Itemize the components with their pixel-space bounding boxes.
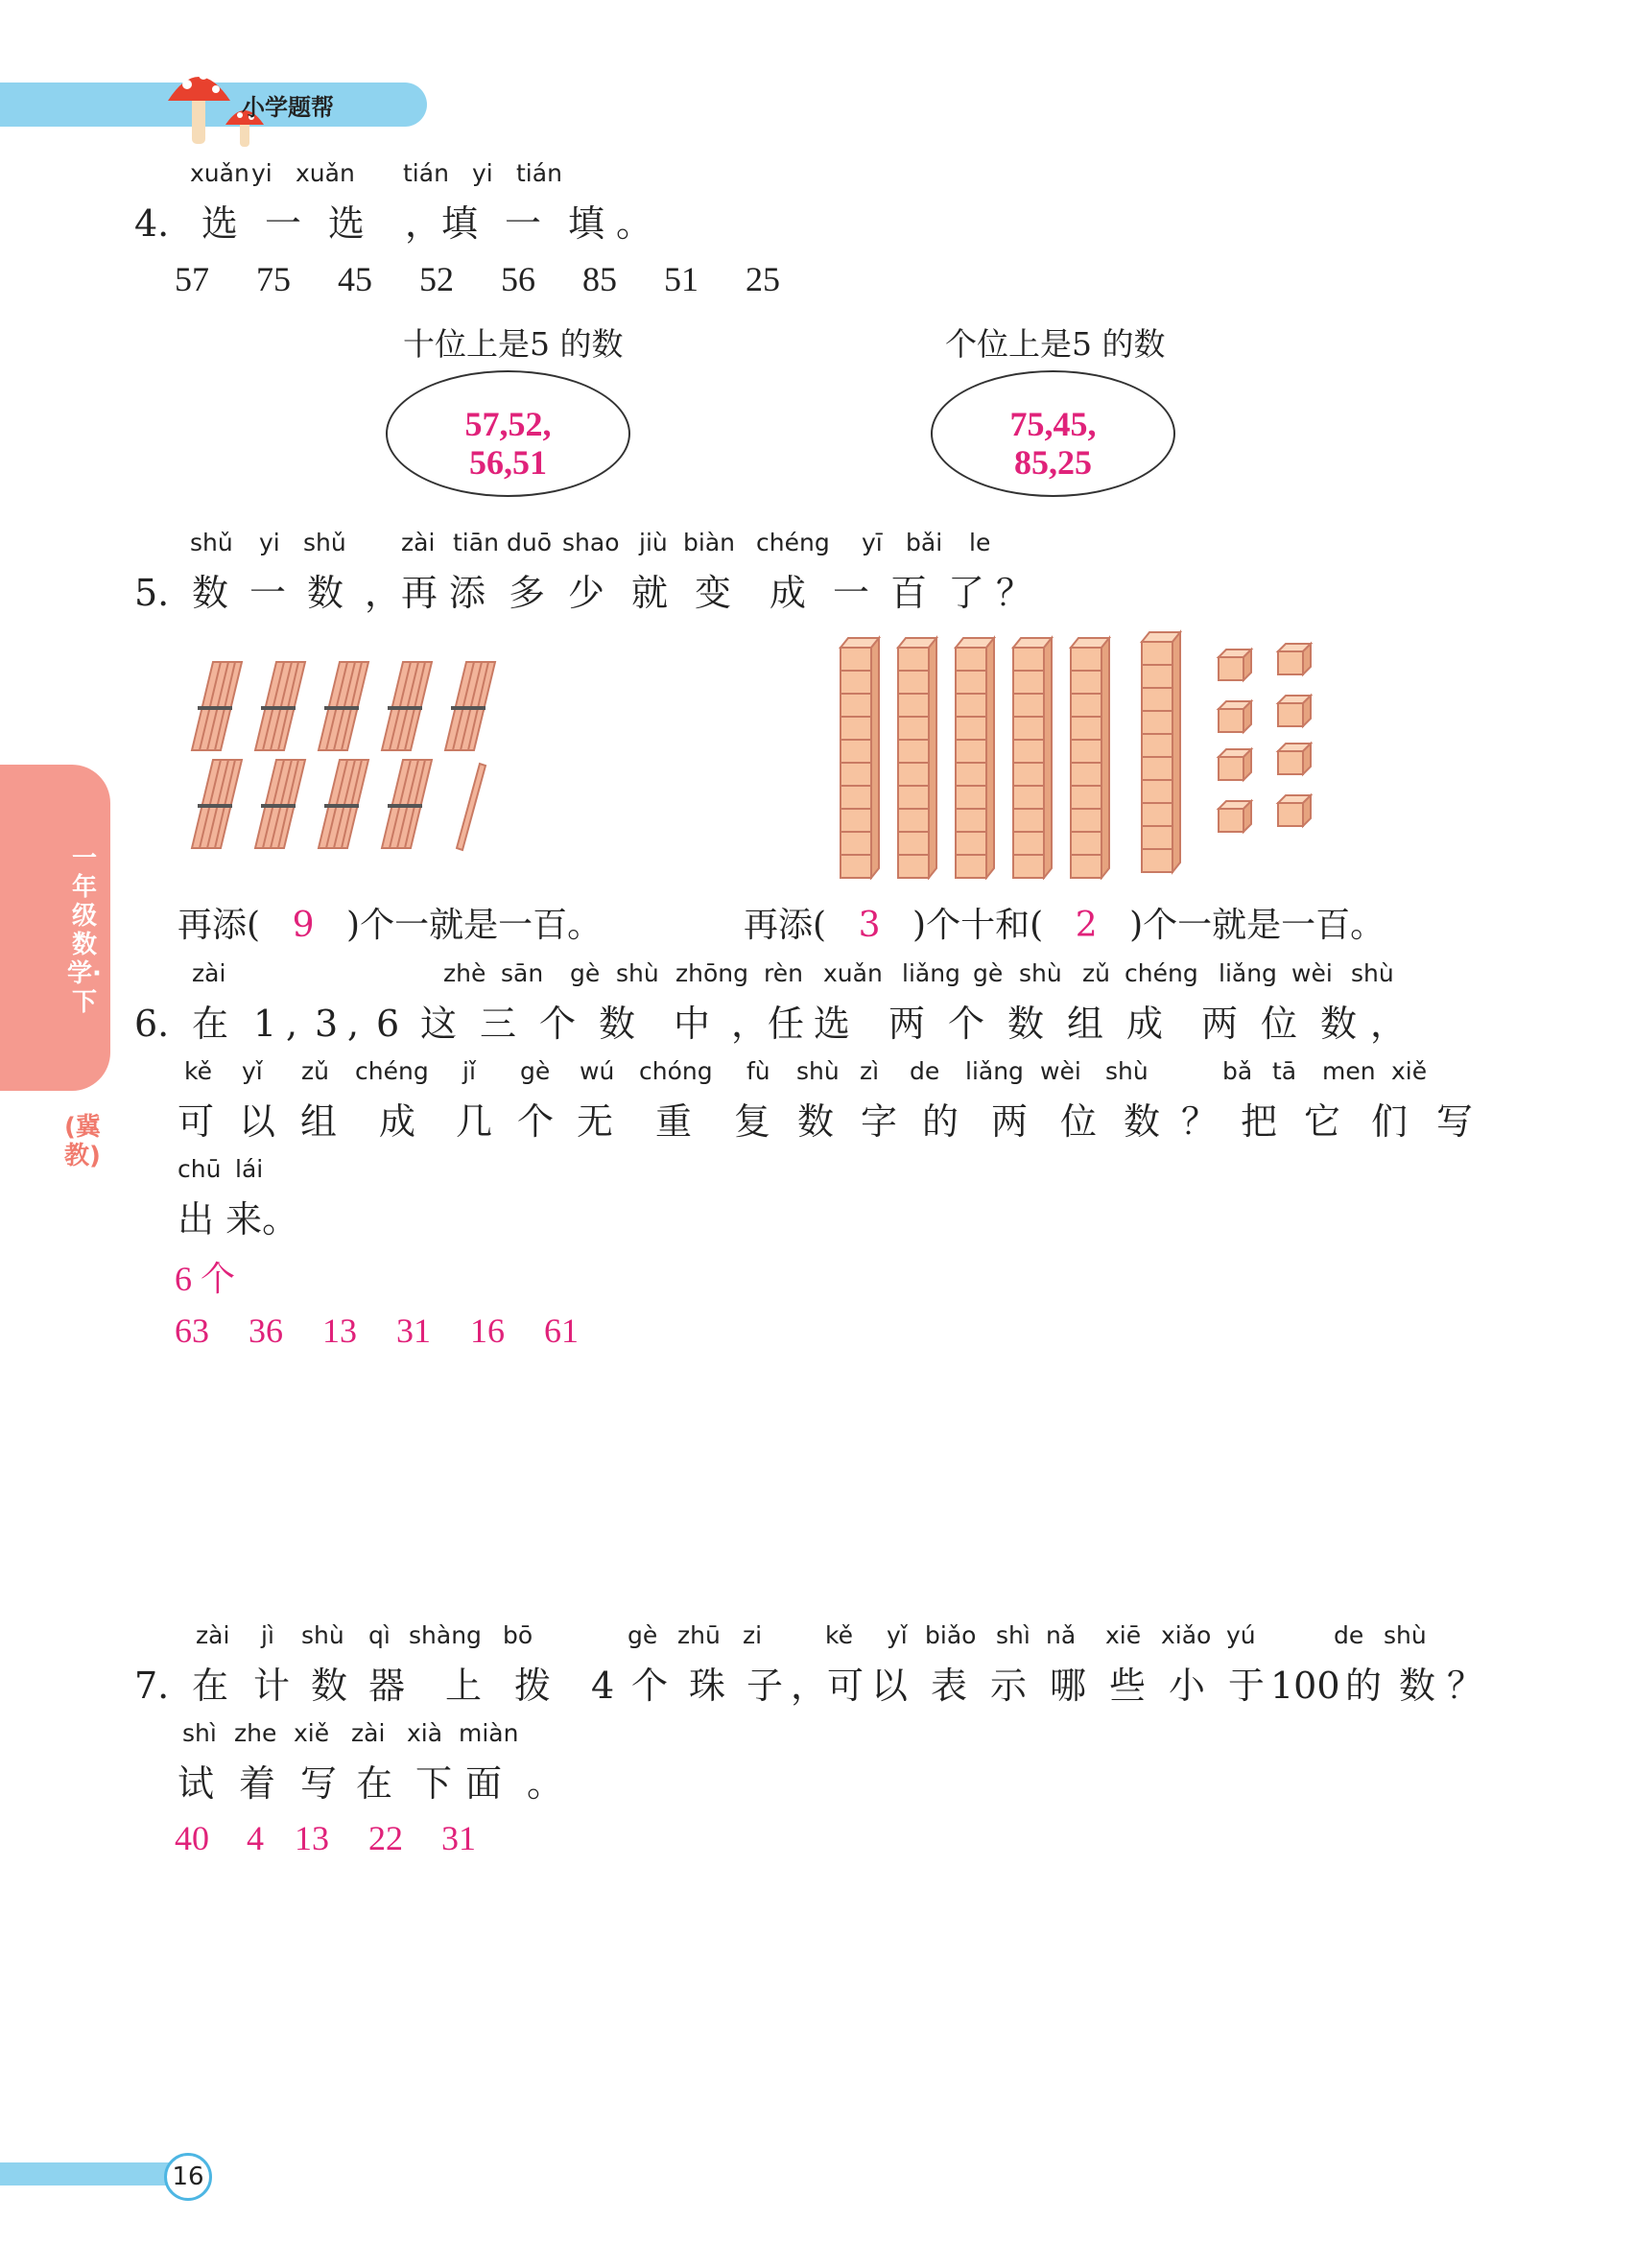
pinyin: tián [403, 159, 449, 187]
q-char: 。 [616, 202, 653, 245]
answer-item: 31 [396, 1311, 431, 1350]
q-char: 两 [888, 1003, 926, 1045]
q6-line-1 [134, 994, 1407, 1047]
q5-fill-2 [744, 898, 1385, 947]
fill-answer: 3 [858, 906, 881, 945]
q6-line-2 [178, 1092, 1473, 1145]
pinyin: chéng [1125, 959, 1198, 987]
answer-item: 4 [247, 1819, 264, 1857]
pinyin: xiě [294, 1719, 330, 1747]
q-char: ，任 [731, 1003, 805, 1045]
q7-answer-list [175, 1818, 476, 1858]
pinyin: sān [501, 959, 544, 987]
q-char: 一 [265, 202, 302, 245]
question-number: 6. [134, 1003, 170, 1045]
q6-line-3: 出 来。 [178, 1198, 299, 1240]
q-char: 复 [734, 1100, 771, 1143]
q-char: ？ [996, 572, 1033, 614]
q-char: 数 [307, 572, 344, 614]
q-char: 器 [368, 1665, 406, 1707]
q-char: 数 [311, 1665, 348, 1707]
q-char: 变 [695, 572, 732, 614]
pinyin: wèi [1291, 959, 1333, 987]
pinyin: yi [259, 529, 280, 556]
q-char: 小 [1169, 1665, 1206, 1707]
q-char: 3 [315, 1003, 339, 1045]
q-char: 上 [445, 1665, 483, 1707]
pinyin: nǎ [1046, 1621, 1077, 1649]
pinyin: xiě [1391, 1057, 1428, 1085]
q-char: 百 [890, 572, 928, 614]
q-char: 数 [1399, 1665, 1436, 1707]
q-char: 着 [239, 1762, 276, 1805]
pinyin: shù [616, 959, 659, 987]
q7-line-1 [134, 1656, 1483, 1709]
q-char: 可 [178, 1100, 215, 1143]
q-char: 表 [931, 1665, 968, 1707]
question-number: 7. [134, 1665, 170, 1707]
q-char: 个 [631, 1665, 669, 1707]
q-char: 以 [239, 1100, 276, 1143]
side-tab-edition: (冀教) [64, 1113, 101, 1170]
pinyin: kě [184, 1057, 212, 1085]
pinyin: zǔ [1082, 959, 1110, 987]
answer-item: 31 [441, 1819, 476, 1857]
q-char: ，填 [405, 202, 479, 245]
pinyin: xià [407, 1719, 443, 1747]
q-char: 几 [456, 1100, 493, 1143]
pinyin: jì [261, 1621, 274, 1649]
q4-left-answer [386, 405, 630, 482]
pinyin: jǐ [462, 1057, 476, 1085]
answer-item: 16 [470, 1311, 505, 1350]
q-char: 于 [1228, 1665, 1266, 1707]
answer-item: 13 [322, 1311, 357, 1350]
pinyin: biàn [683, 529, 735, 556]
fill-text: 再添( [178, 906, 261, 945]
pinyin: zhū [677, 1621, 721, 1649]
q-char: 在 [192, 1003, 229, 1045]
q4-left-label: 十位上是5 的数 [403, 325, 624, 363]
q-char: 下 [415, 1762, 453, 1805]
q-char: ， [1370, 1003, 1408, 1045]
q-char: 个 [948, 1003, 985, 1045]
q-char: 一 [249, 572, 287, 614]
pinyin: shàng [409, 1621, 482, 1649]
q6-pinyin-1 [192, 959, 1394, 987]
q-char: 数 [1007, 1003, 1045, 1045]
pinyin: xuǎn [296, 159, 355, 187]
number-item: 57 [175, 260, 209, 298]
pinyin: gè [570, 959, 601, 987]
q-char: 无 [577, 1100, 614, 1143]
pinyin: gè [973, 959, 1004, 987]
pinyin: gè [628, 1621, 658, 1649]
pinyin: yǐ [242, 1057, 263, 1085]
q-char: 以 [871, 1665, 909, 1707]
pinyin: tā [1272, 1057, 1297, 1085]
q-char: 一 [505, 202, 542, 245]
q-char: , [286, 1003, 298, 1045]
pinyin: wèi [1040, 1057, 1081, 1085]
number-item: 56 [501, 260, 535, 298]
q-char: 填 [568, 202, 605, 245]
pinyin: zì [860, 1057, 880, 1085]
pinyin: shì [996, 1621, 1030, 1649]
pinyin: liǎng [965, 1057, 1024, 1085]
q6-pinyin-2 [184, 1057, 1427, 1085]
pinyin: shù [1351, 959, 1394, 987]
q-char: 中 [674, 1003, 711, 1045]
fill-text: )个十和( [912, 906, 1044, 945]
q-char: 1 [253, 1003, 277, 1045]
pinyin: zhè [443, 959, 486, 987]
number-item: 45 [338, 260, 372, 298]
pinyin: zi [743, 1621, 763, 1649]
pinyin: chū [178, 1155, 222, 1183]
base-ten-blocks-illustration [835, 628, 1334, 880]
q-char: 这 [420, 1003, 458, 1045]
pinyin: yǐ [887, 1621, 908, 1649]
pinyin: biǎo [925, 1621, 977, 1649]
q-char: 组 [1067, 1003, 1104, 1045]
q-char: 写 [300, 1762, 338, 1805]
q-char: 字 [861, 1100, 898, 1143]
pinyin: zài [401, 529, 436, 556]
answer-item: 61 [544, 1311, 579, 1350]
pinyin: zhe [234, 1719, 277, 1747]
pinyin: le [969, 529, 991, 556]
pinyin: shǔ [303, 529, 346, 556]
q4-right-label: 个位上是5 的数 [945, 325, 1166, 363]
fill-text: )个一就是一百。 [346, 906, 603, 945]
pinyin: shì [182, 1719, 217, 1747]
q-char: ，可 [791, 1665, 864, 1707]
q-char: 数 [797, 1100, 835, 1143]
q4-pinyin [190, 159, 562, 187]
pinyin: zhōng [675, 959, 748, 987]
pinyin: duō [507, 529, 553, 556]
pinyin: xiǎo [1161, 1621, 1212, 1649]
q-char: 6 [376, 1003, 400, 1045]
q-char: 组 [300, 1100, 338, 1143]
q7-pinyin-2 [182, 1719, 518, 1747]
pinyin: shù [1019, 959, 1062, 987]
stick-bundles-illustration [173, 652, 518, 854]
q-char: 。 [527, 1762, 564, 1805]
q-char: 选 [328, 202, 366, 245]
q-char: 面 [465, 1762, 503, 1805]
q-char: 拨 [514, 1665, 552, 1707]
header-title: 小学题帮 [242, 94, 334, 121]
q5-fill-1 [178, 898, 602, 947]
number-item: 25 [746, 260, 780, 298]
pinyin: lái [235, 1155, 264, 1183]
pinyin: liǎng [902, 959, 960, 987]
q-char: 成 [770, 572, 807, 614]
pinyin: zài [192, 959, 226, 987]
side-tab-grade: 一年级数学·下 [67, 844, 102, 1017]
page-number: 16 [164, 2153, 212, 2201]
answer-item: 22 [368, 1819, 403, 1857]
pinyin: kě [825, 1621, 853, 1649]
q-char: 个 [517, 1100, 555, 1143]
pinyin: xiē [1105, 1621, 1142, 1649]
q-char: 多 [509, 572, 546, 614]
pinyin: bǎi [906, 529, 943, 556]
pinyin: fù [746, 1057, 770, 1085]
q-char: 数 [599, 1003, 636, 1045]
q-char: 些 [1109, 1665, 1147, 1707]
q-char: 两 [1201, 1003, 1239, 1045]
number-item: 52 [419, 260, 454, 298]
pinyin: yi [251, 159, 272, 187]
q-char: 成 [1126, 1003, 1164, 1045]
pinyin: zǔ [301, 1057, 329, 1085]
q-char: 数 [1320, 1003, 1358, 1045]
q5-question [134, 563, 1032, 616]
q4-question [134, 194, 652, 247]
q-char: 的 [922, 1100, 959, 1143]
q-char: 位 [1060, 1100, 1098, 1143]
answer-item: 13 [295, 1819, 329, 1857]
pinyin: chóng [639, 1057, 713, 1085]
q-char: 的 [1345, 1665, 1383, 1707]
pinyin: gè [520, 1057, 551, 1085]
pinyin: shao [562, 529, 620, 556]
q-char: 100 [1270, 1665, 1340, 1707]
pinyin: shù [1384, 1621, 1427, 1649]
answer-item: 40 [175, 1819, 209, 1857]
question-number: 4. [134, 202, 170, 245]
q-char: ？ [1181, 1100, 1219, 1143]
q-char: 了 [948, 572, 985, 614]
answer-line: 75,45, [1009, 405, 1097, 443]
q6-answer-count: 6 个 [175, 1260, 236, 1298]
q-char: 选 [814, 1003, 851, 1045]
pinyin: chéng [756, 529, 830, 556]
pinyin: zài [196, 1621, 230, 1649]
pinyin: men [1322, 1057, 1376, 1085]
answer-line: 56,51 [469, 443, 547, 482]
pinyin: shù [796, 1057, 840, 1085]
q-char: 选 [201, 202, 239, 245]
q-char: 数 [192, 572, 229, 614]
number-item: 75 [256, 260, 291, 298]
q-char: 在 [356, 1762, 393, 1805]
fill-answer: 2 [1075, 906, 1098, 945]
q-char: 示 [990, 1665, 1028, 1707]
q-char: 写 [1436, 1100, 1474, 1143]
q-char: 把 [1241, 1100, 1278, 1143]
q-char: 们 [1371, 1100, 1409, 1143]
number-item: 51 [664, 260, 699, 298]
q-char: 少 [568, 572, 605, 614]
fill-answer: 9 [292, 906, 315, 945]
fill-text: )个一就是一百。 [1129, 906, 1385, 945]
q-char: 三 [480, 1003, 517, 1045]
q6-pinyin-3 [178, 1155, 263, 1183]
pinyin: rèn [764, 959, 803, 987]
answer-line: 85,25 [1014, 443, 1092, 482]
q-char: 数 [1124, 1100, 1161, 1143]
pinyin: tiān [453, 529, 499, 556]
q-char: 就 [631, 572, 669, 614]
q-char: 子 [746, 1665, 784, 1707]
pinyin: yi [472, 159, 493, 187]
answer-item: 36 [249, 1311, 283, 1350]
pinyin: qì [368, 1621, 391, 1649]
answer-item: 63 [175, 1311, 209, 1350]
q-char: 两 [991, 1100, 1029, 1143]
pinyin: zài [351, 1719, 386, 1747]
number-item: 85 [582, 260, 617, 298]
pinyin: shù [301, 1621, 344, 1649]
pinyin: bō [503, 1621, 533, 1649]
q-char: 珠 [689, 1665, 726, 1707]
q-char: 一 [833, 572, 870, 614]
pinyin: shǔ [190, 529, 233, 556]
q-char: 成 [379, 1100, 416, 1143]
q-char: ，再 [365, 572, 438, 614]
pinyin: tián [516, 159, 562, 187]
q4-right-answer [931, 405, 1175, 482]
pinyin: de [910, 1057, 940, 1085]
pinyin: xuǎn [823, 959, 883, 987]
q-char: 4 [591, 1665, 615, 1707]
q-char: 哪 [1050, 1665, 1087, 1707]
q-char: 它 [1304, 1100, 1341, 1143]
pinyin: yú [1226, 1621, 1256, 1649]
pinyin: jiù [639, 529, 668, 556]
pinyin: chéng [355, 1057, 429, 1085]
q-char: 在 [192, 1665, 229, 1707]
question-number: 5. [134, 572, 170, 614]
q7-line-2 [178, 1754, 563, 1807]
pinyin: de [1334, 1621, 1364, 1649]
pinyin: yī [862, 529, 883, 556]
pinyin: xuǎn [190, 159, 249, 187]
footer-bar [0, 2162, 178, 2185]
q-char: 试 [178, 1762, 215, 1805]
q-char: 位 [1261, 1003, 1298, 1045]
q-char: 个 [539, 1003, 577, 1045]
q6-answer-list [175, 1311, 579, 1351]
q4-number-list [175, 259, 780, 299]
pinyin: liǎng [1219, 959, 1277, 987]
q-char: 添 [449, 572, 486, 614]
q7-pinyin-1 [196, 1621, 1427, 1649]
q-char: 计 [253, 1665, 291, 1707]
pinyin: bǎ [1222, 1057, 1253, 1085]
fill-text: 再添( [744, 906, 827, 945]
pinyin: wú [580, 1057, 615, 1085]
q-char: 重 [655, 1100, 693, 1143]
pinyin: miàn [459, 1719, 519, 1747]
q-char: , [347, 1003, 360, 1045]
answer-line: 57,52, [464, 405, 552, 443]
q-char: ？ [1447, 1665, 1484, 1707]
q5-pinyin [190, 529, 990, 556]
pinyin: shù [1105, 1057, 1149, 1085]
